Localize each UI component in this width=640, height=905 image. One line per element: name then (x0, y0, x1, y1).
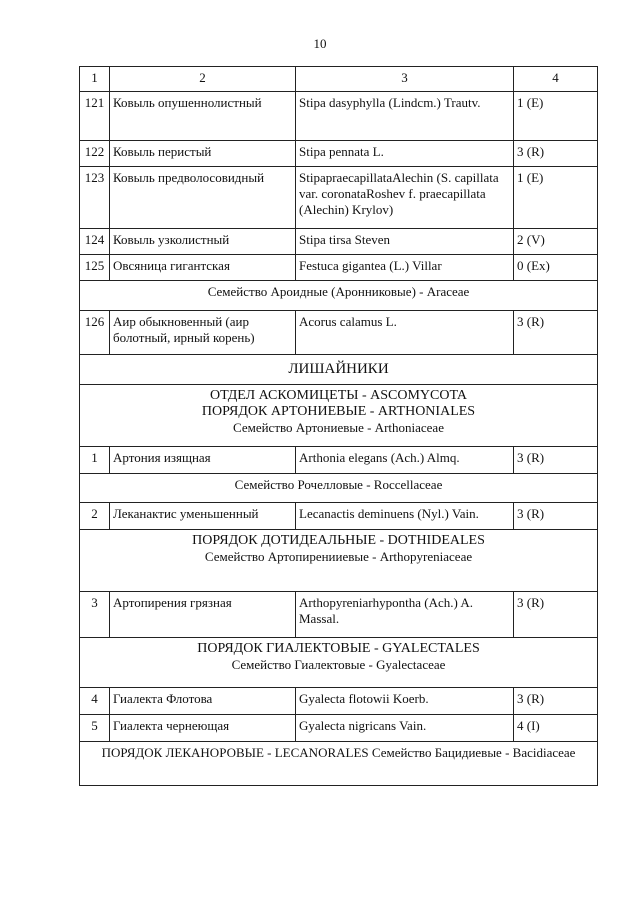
section-title (80, 474, 598, 503)
section-title-line: Семейство Артопиренииевые - Arthopyreniaceae (204, 549, 473, 564)
section-title-line: ПОРЯДОК ДОТИДЕАЛЬНЫЕ - DOTHIDEALES (192, 533, 485, 548)
cell-status: 4 (I) (514, 715, 598, 742)
section-title-line: Семейство Рочелловые - Roccellaceae (234, 477, 443, 492)
cell-russian-name: Ковыль опушеннолистный (110, 92, 296, 141)
cell-latin-name: Stipa dasyphylla (Lindcm.) Trautv. (296, 92, 514, 141)
cell-status: 3 (R) (514, 592, 598, 638)
table-row (80, 447, 598, 474)
table-row (80, 503, 598, 530)
section-header-row (80, 385, 598, 447)
cell-status: 3 (R) (514, 447, 598, 474)
section-title-line: Семейство Гиалектовые - Gyalectaceae (231, 657, 446, 672)
table-row (80, 311, 598, 355)
cell-number: 122 (80, 141, 110, 167)
cell-number: 3 (80, 592, 110, 638)
section-header-row (80, 742, 598, 786)
cell-russian-name: Ковыль предволосовидный (110, 167, 296, 229)
cell-russian-name: Ковыль перистый (110, 141, 296, 167)
cell-russian-name: Артопирения грязная (110, 592, 296, 638)
section-title-line: ПОРЯДОК ЛЕКАНОРОВЫЕ - LECANORALES Семейство Бацидиевые - Bacidiaceae (101, 745, 576, 760)
cell-latin-name: Arthonia elegans (Ach.) Almq. (296, 447, 514, 474)
table-row (80, 92, 598, 141)
section-title-line: Семейство Артониевые - Arthoniaceae (233, 420, 444, 435)
section-title-line: ПОРЯДОК ГИАЛЕКТОВЫЕ - GYALECTALES (197, 641, 480, 656)
section-title-line: ЛИШАЙНИКИ (288, 360, 389, 377)
cell-latin-name: Arthopyreniarhypontha (Ach.) A. Massal. (296, 592, 514, 638)
section-header-row (80, 638, 598, 688)
table-row (80, 229, 598, 255)
cell-status: 3 (R) (514, 311, 598, 355)
cell-latin-name: Festuca gigantea (L.) Villar (296, 255, 514, 281)
cell-status: 3 (R) (514, 688, 598, 715)
cell-number: 4 (80, 688, 110, 715)
cell-russian-name: Овсяница гигантская (110, 255, 296, 281)
section-title-line: ПОРЯДОК АРТОНИЕВЫЕ - ARTHONIALES (201, 404, 476, 419)
section-title (80, 638, 598, 688)
section-title-line: Семейство Ароидные (Аронниковые) - Araceae (207, 284, 470, 299)
cell-number: 123 (80, 167, 110, 229)
section-title (80, 742, 598, 786)
cell-latin-name: Acorus calamus L. (296, 311, 514, 355)
table-row (80, 167, 598, 229)
cell-latin-name: Stipa pennata L. (296, 141, 514, 167)
cell-latin-name: Gyalecta nigricans Vain. (296, 715, 514, 742)
cell-status: 1 (E) (514, 167, 598, 229)
cell-russian-name: Леканактис уменьшенный (110, 503, 296, 530)
column-header-number: 1 (80, 67, 110, 92)
section-title (80, 355, 598, 385)
cell-number: 125 (80, 255, 110, 281)
cell-number: 5 (80, 715, 110, 742)
table-row (80, 255, 598, 281)
section-title (80, 281, 598, 311)
table-row (80, 715, 598, 742)
cell-status: 0 (Ex) (514, 255, 598, 281)
section-header-row (80, 474, 598, 503)
table-body (80, 92, 598, 786)
cell-status: 2 (V) (514, 229, 598, 255)
cell-number: 1 (80, 447, 110, 474)
cell-status: 3 (R) (514, 503, 598, 530)
cell-russian-name: Гиалекта чернеющая (110, 715, 296, 742)
cell-latin-name: StipapraecapillataAlechin (S. capillata var. coronataRoshev f. praecapillata (Alechin) Krylov) (296, 167, 514, 229)
section-title (80, 530, 598, 592)
table-row (80, 688, 598, 715)
section-title-line: ОТДЕЛ АСКОМИЦЕТЫ - ASCOMYCOTA (209, 388, 468, 403)
table-header-row (80, 67, 598, 92)
cell-number: 126 (80, 311, 110, 355)
cell-russian-name: Гиалекта Флотова (110, 688, 296, 715)
cell-status: 1 (E) (514, 92, 598, 141)
section-title (80, 385, 598, 447)
cell-number: 124 (80, 229, 110, 255)
cell-russian-name: Артония изящная (110, 447, 296, 474)
column-header-name: 2 (110, 67, 296, 92)
cell-latin-name: Gyalecta flotowii Koerb. (296, 688, 514, 715)
red-book-table (79, 66, 598, 786)
page-number: 10 (313, 36, 327, 51)
column-header-status: 4 (514, 67, 598, 92)
cell-russian-name: Ковыль узколистный (110, 229, 296, 255)
table-row (80, 592, 598, 638)
cell-latin-name: Stipa tirsa Steven (296, 229, 514, 255)
cell-latin-name: Lecanactis deminuens (Nyl.) Vain. (296, 503, 514, 530)
column-header-latin: 3 (296, 67, 514, 92)
section-header-row (80, 281, 598, 311)
cell-status: 3 (R) (514, 141, 598, 167)
section-header-row (80, 530, 598, 592)
cell-number: 121 (80, 92, 110, 141)
section-header-row (80, 355, 598, 385)
cell-number: 2 (80, 503, 110, 530)
cell-russian-name: Аир обыкновенный (аир болотный, ирный корень) (110, 311, 296, 355)
table-row (80, 141, 598, 167)
